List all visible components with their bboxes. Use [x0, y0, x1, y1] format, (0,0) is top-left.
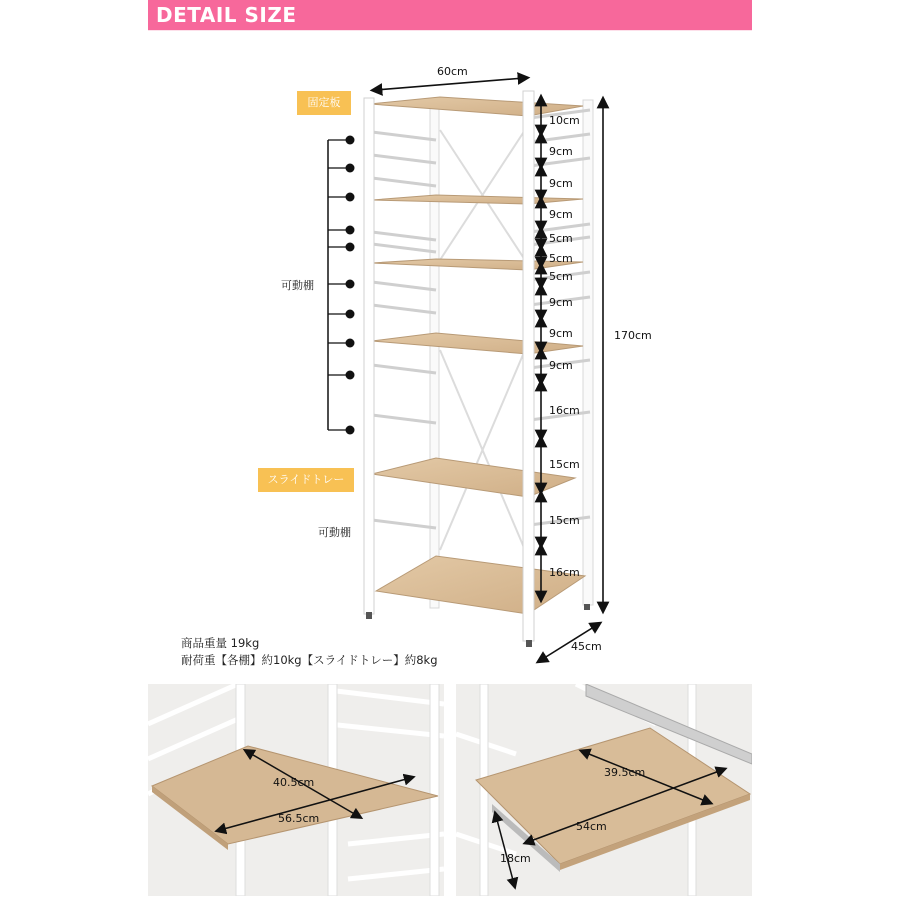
interval-label: 9cm [549, 177, 573, 190]
interval-label: 15cm [549, 514, 580, 527]
foot [584, 604, 590, 610]
position-dot [346, 243, 355, 252]
position-dot [346, 226, 355, 235]
tray-photo-illustration [456, 684, 752, 896]
slide-tray [372, 458, 575, 497]
offset-label: 18cm [500, 852, 531, 865]
slide-tray-photo [456, 684, 752, 896]
position-dot [346, 193, 355, 202]
interval-label: 16cm [549, 404, 580, 417]
interval-label: 10cm [549, 114, 580, 127]
width-label: 54cm [576, 820, 607, 833]
position-dot [346, 164, 355, 173]
interval-label: 9cm [549, 145, 573, 158]
interval-label: 5cm [549, 232, 573, 245]
front-right-post [523, 91, 534, 641]
weight-spec: 商品重量 19kg [181, 636, 260, 650]
interval-label: 9cm [549, 327, 573, 340]
foot [526, 640, 532, 647]
page-title: DETAIL SIZE [156, 3, 297, 27]
back-right-post [583, 100, 593, 605]
position-dot [346, 310, 355, 319]
width-label: 56.5cm [278, 812, 320, 825]
height-label: 170cm [614, 329, 652, 342]
shelf-bottom [376, 556, 585, 614]
load-spec: 耐荷重【各棚】約10kg【スライドトレー】約8kg [181, 653, 438, 667]
foot [366, 612, 372, 619]
interval-label: 16cm [549, 566, 580, 579]
interval-label: 9cm [549, 359, 573, 372]
width-arrow [376, 78, 524, 90]
interval-label: 5cm [549, 252, 573, 265]
width-label: 60cm [437, 65, 468, 78]
depth-label: 45cm [571, 640, 602, 653]
shelf-position-bracket [328, 136, 355, 435]
back-left-post [430, 108, 439, 608]
shelf-photo-illustration [148, 684, 444, 896]
interval-label: 5cm [549, 270, 573, 283]
shelves [370, 97, 585, 614]
position-dot [346, 426, 355, 435]
position-dot [346, 136, 355, 145]
shelf-detail-photo [148, 684, 444, 896]
interval-label: 15cm [549, 458, 580, 471]
movable-shelf-label: 可動棚 [281, 279, 314, 292]
depth-label: 40.5cm [273, 776, 315, 789]
interval-label: 9cm [549, 296, 573, 309]
interval-label: 9cm [549, 208, 573, 221]
depth-label: 39.5cm [604, 766, 646, 779]
slide-tray-tag: スライドトレー [258, 468, 354, 492]
front-left-post [364, 98, 374, 614]
position-dot [346, 339, 355, 348]
movable-shelf-label: 可動棚 [318, 526, 351, 539]
position-dot [346, 280, 355, 289]
position-dot [346, 371, 355, 380]
shelf-2 [372, 195, 583, 204]
fixed-shelf-tag: 固定板 [297, 91, 351, 115]
